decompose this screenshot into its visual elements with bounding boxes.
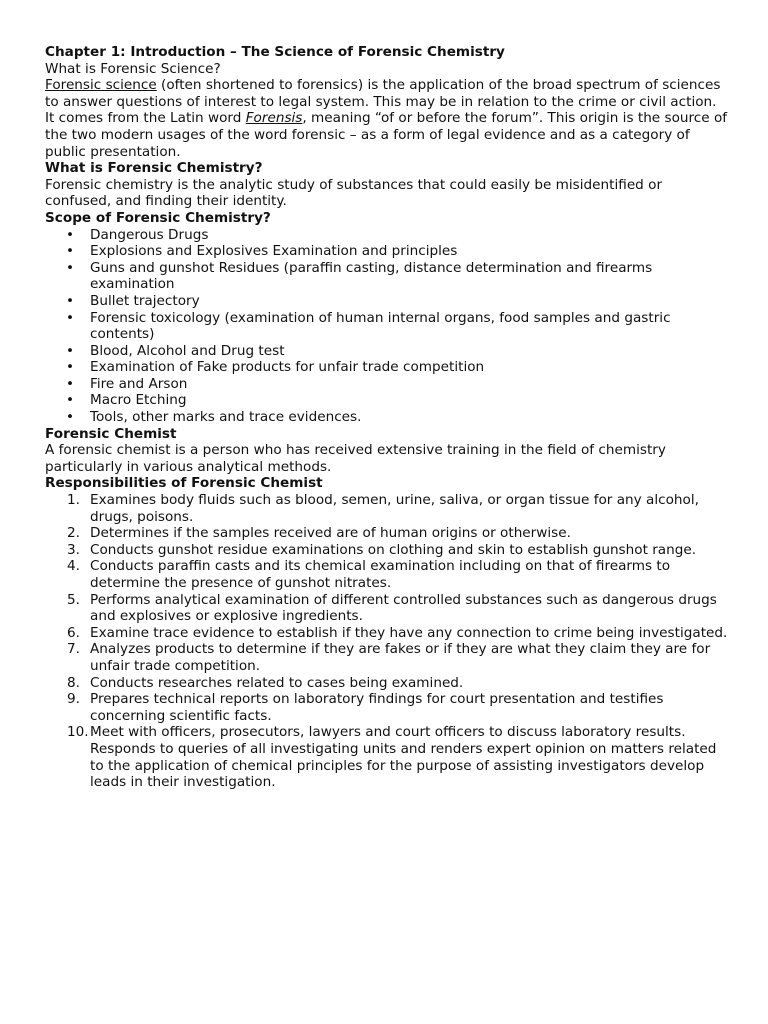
forensic-science-definition [45,77,728,160]
scope-item-text: Bullet trajectory [90,292,200,309]
item-number: 3. [67,541,80,558]
scope-list-item [45,260,728,293]
responsibility-text: Conducts paraffin casts and its chemical examination including on that of firearms to determine the presence of gunshot nitrates. [90,558,671,591]
bullet-icon: • [66,409,75,426]
scope-list-item [45,359,728,376]
responsibility-text: Examines body fluids such as blood, semen, urine, saliva, or organ tissue for any alcohol, drugs, poisons. [90,492,699,525]
responsibility-item [45,675,728,692]
scope-list-item [45,293,728,310]
scope-item-text: Forensic toxicology (examination of human internal organs, food samples and gastric contents) [90,309,671,343]
scope-list-item [45,227,728,244]
bullet-icon: • [66,243,75,260]
item-number: 5. [67,591,80,608]
scope-list-item [45,409,728,426]
responsibility-item [45,641,728,674]
responsibility-text: Examine trace evidence to establish if they have any connection to crime being investigated. [90,624,728,641]
definition-text-part-2: , meaning “of or before the forum”. This origin is the source of the two modern usages of the word forensic – as a form of legal evidence and as a category of public presentation. [45,110,728,160]
item-number: 7. [67,641,80,658]
responsibility-item [45,525,728,542]
bullet-icon: • [66,342,75,359]
responsibilities-heading: Responsibilities of Forensic Chemist [45,475,323,492]
forensic-chemist-heading: Forensic Chemist [45,425,177,442]
responsibility-text: Conducts researches related to cases being examined. [90,674,464,691]
scope-item-text: Dangerous Drugs [90,226,209,243]
responsibilities-list [45,492,728,791]
responsibility-text: Conducts gunshot residue examinations on clothing and skin to establish gunshot range. [90,541,697,558]
responsibility-text: Determines if the samples received are of human origins or otherwise. [90,525,571,542]
responsibility-item [45,625,728,642]
forensic-science-term: Forensic science [45,77,157,94]
scope-list [45,227,728,426]
forensic-chemistry-heading: What is Forensic Chemistry? [45,160,263,177]
bullet-icon: • [66,359,75,376]
scope-list-item [45,310,728,343]
responsibility-text: Analyzes products to determine if they are fakes or if they are what they claim they are for unfair trade competition. [90,641,711,674]
definition-text-part-1: (often shortened to forensics) is the application of the broad spectrum of sciences to answer questions of interest to legal system. This may be in relation to the crime or civil action. It comes from the Latin word [45,77,721,127]
scope-list-item [45,392,728,409]
forensic-chemist-definition: A forensic chemist is a person who has received extensive training in the field of chemistry particularly in various analytical methods. [45,442,666,475]
bullet-icon: • [66,375,75,392]
responsibility-item [45,691,728,724]
scope-item-text: Fire and Arson [90,375,188,392]
bullet-icon: • [66,392,75,409]
bullet-icon: • [66,226,75,243]
item-number: 4. [67,558,80,575]
item-number: 10. [67,724,89,741]
forensic-science-question: What is Forensic Science? [45,60,221,77]
scope-item-text: Blood, Alcohol and Drug test [90,342,285,359]
scope-list-item [45,376,728,393]
scope-item-text: Tools, other marks and trace evidences. [90,409,362,426]
responsibility-item [45,492,728,525]
bullet-icon: • [66,309,75,326]
responsibility-text: Performs analytical examination of different controlled substances such as dangerous drugs and explosives or explosive ingredients. [90,591,717,625]
chapter-title: Chapter 1: Introduction – The Science of Forensic Chemistry [45,44,505,60]
responsibility-item [45,592,728,625]
responsibility-text: Meet with officers, prosecutors, lawyers and court officers to discuss laboratory results. Responds to queries of all investigating units and renders expert opinion on matters related to the application of chemical principles for the purpose of assisting investigators develop leads in their investigation. [90,724,717,791]
scope-heading: Scope of Forensic Chemistry? [45,209,271,226]
latin-word-forensis: Forensis [245,110,303,127]
forensic-chemistry-definition: Forensic chemistry is the analytic study of substances that could easily be misidentified or confused, and finding their identity. [45,176,663,210]
item-number: 8. [67,674,80,691]
scope-item-text: Explosions and Explosives Examination and principles [90,243,458,260]
item-number: 2. [67,525,80,542]
item-number: 9. [67,691,80,708]
item-number: 6. [67,624,80,641]
responsibility-item [45,724,728,790]
responsibility-item [45,542,728,559]
scope-list-item [45,343,728,360]
scope-item-text: Macro Etching [90,392,187,409]
scope-item-text: Examination of Fake products for unfair trade competition [90,359,485,376]
responsibility-item [45,558,728,591]
bullet-icon: • [66,259,75,276]
scope-list-item [45,243,728,260]
item-number: 1. [67,492,80,509]
scope-item-text: Guns and gunshot Residues (paraffin casting, distance determination and firearms examination [90,259,653,293]
bullet-icon: • [66,292,75,309]
responsibility-text: Prepares technical reports on laboratory findings for court presentation and testifies concerning scientific facts. [90,691,664,724]
